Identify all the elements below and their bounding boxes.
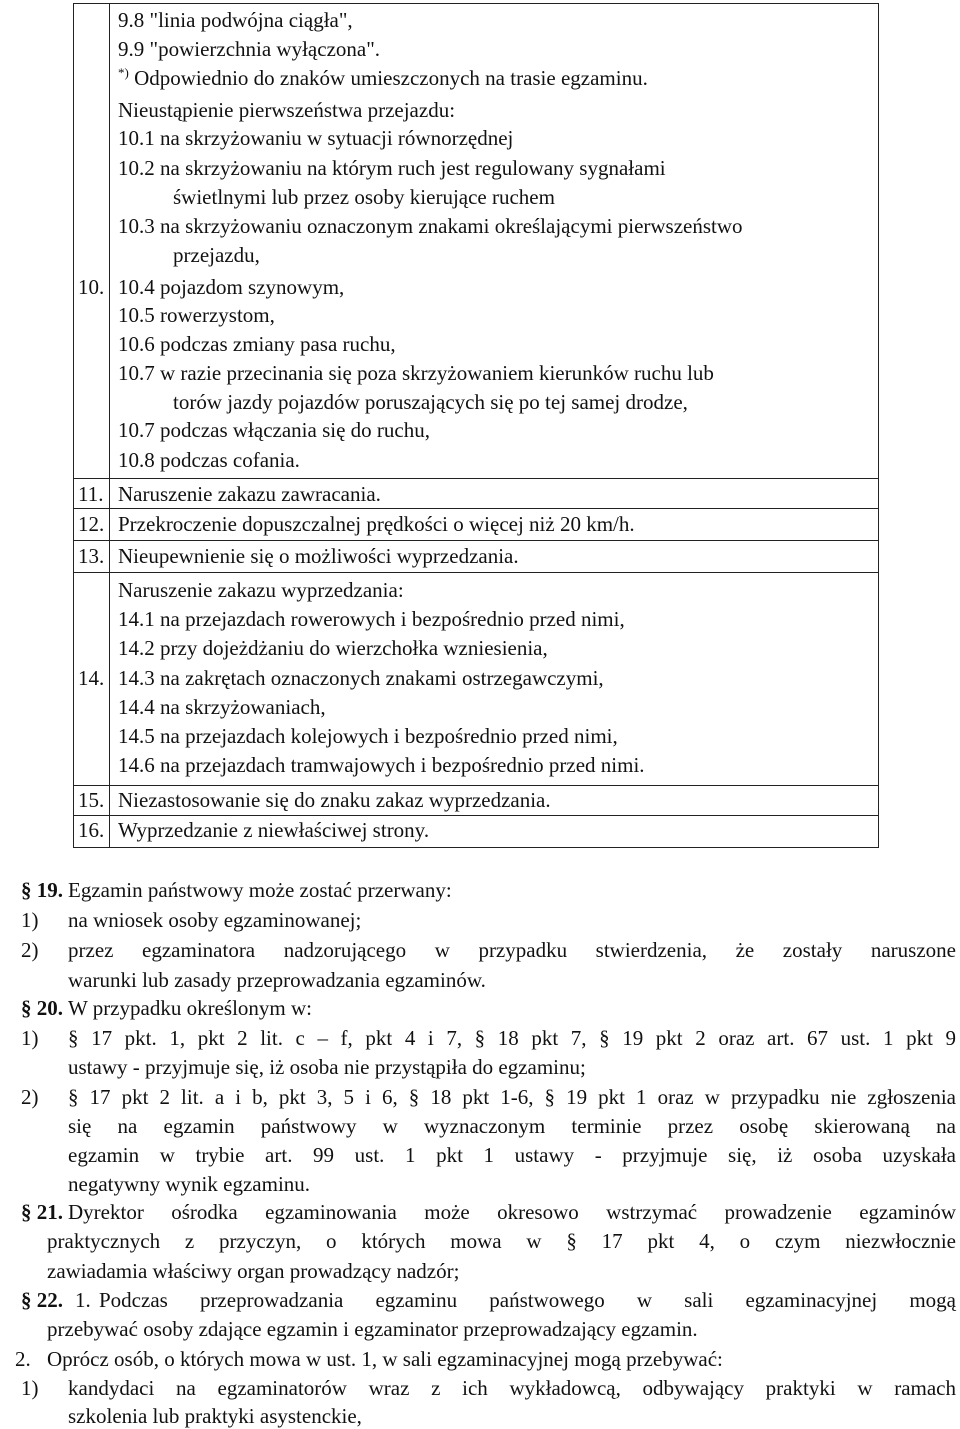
table-row-divider	[73, 572, 879, 573]
item-text-continuation: ustawy - przyjmuje się, iż osoba nie przystąpiła do egzaminu;	[68, 1055, 586, 1079]
item-number: 1)	[21, 908, 39, 932]
list-item: 14.4 na skrzyżowaniach,	[118, 695, 326, 719]
item-text: kandydaci na egzaminatorów wraz z ich wykładowcą, odbywający praktyki w ramach	[68, 1376, 956, 1400]
table-row-divider	[73, 508, 879, 509]
row-number: 14.	[78, 666, 105, 690]
section-mark: § 21.	[21, 1200, 63, 1224]
row-text: Nieupewnienie się o możliwości wyprzedzania.	[118, 544, 519, 568]
section-text-continuation: zawiadamia właściwy organ prowadzący nadzór;	[47, 1259, 460, 1283]
row-number: 13.	[78, 544, 105, 568]
item-text: § 17 pkt 2 lit. a i b, pkt 3, 5 i 6, § 18 pkt 1-6, § 19 pkt 1 oraz w przypadku nie zgłoszenia	[68, 1085, 956, 1109]
row-text: Naruszenie zakazu zawracania.	[118, 482, 381, 506]
row-number: 10.	[78, 275, 105, 299]
item-number: 2)	[21, 1085, 39, 1109]
item-number: 1)	[21, 1026, 39, 1050]
list-item: 10.4 pojazdom szynowym,	[118, 275, 345, 299]
list-item: 10.7 podczas włączania się do ruchu,	[118, 418, 430, 442]
list-item-continuation: przejazdu,	[173, 243, 260, 267]
table-row-divider	[73, 540, 879, 541]
paragraph-text: Oprócz osób, o których mowa w ust. 1, w sali egzaminacyjnej mogą przebywać:	[47, 1347, 723, 1371]
footnote-text: Odpowiednio do znaków umieszczonych na trasie egzaminu.	[128, 66, 648, 90]
table-column-divider	[109, 3, 110, 848]
block-heading: Nieustąpienie pierwszeństwa przejazdu:	[118, 98, 456, 122]
item-text: na wniosek osoby egzaminowanej;	[68, 908, 362, 932]
list-item: 10.2 na skrzyżowaniu na którym ruch jest regulowany sygnałami	[118, 156, 666, 180]
section-intro: W przypadku określonym w:	[68, 996, 312, 1020]
list-item-continuation: torów jazdy pojazdów poruszających się po tej samej drodze,	[173, 390, 688, 414]
item-text-continuation: warunki lub zasady przeprowadzania egzaminów.	[68, 968, 486, 992]
list-item: 9.8 "linia podwójna ciągła",	[118, 8, 353, 32]
row-number: 16.	[78, 818, 105, 842]
row-number: 11.	[78, 482, 104, 506]
item-number: 1)	[21, 1376, 39, 1400]
list-item: 10.3 na skrzyżowaniu oznaczonym znakami określającymi pierwszeństwo	[118, 214, 743, 238]
section-intro: Egzamin państwowy może zostać przerwany:	[68, 878, 452, 902]
list-item: 10.5 rowerzystom,	[118, 303, 275, 327]
item-text-continuation: się na egzamin państwowy w wyznaczonym terminie przez osobę skierowaną na	[68, 1114, 956, 1138]
list-item: 10.6 podczas zmiany pasa ruchu,	[118, 332, 396, 356]
footnote	[118, 65, 648, 90]
item-text-continuation: negatywny wynik egzaminu.	[68, 1172, 311, 1196]
item-text: § 17 pkt. 1, pkt 2 lit. c – f, pkt 4 i 7, § 18 pkt 7, § 19 pkt 2 oraz art. 67 ust. 1 pkt 9	[68, 1026, 956, 1050]
footnote-marker: *)	[118, 65, 129, 80]
paragraph-text-continuation: przebywać osoby zdające egzamin i egzaminator przeprowadzający egzamin.	[47, 1317, 698, 1341]
row-number: 12.	[78, 512, 105, 536]
paragraph-number: 1.	[75, 1288, 91, 1312]
list-item: 14.3 na zakrętach oznaczonych znakami ostrzegawczymi,	[118, 666, 604, 690]
table-row-divider	[73, 815, 879, 816]
item-number: 2)	[21, 938, 39, 962]
list-item: 10.8 podczas cofania.	[118, 448, 300, 472]
block-heading: Naruszenie zakazu wyprzedzania:	[118, 578, 404, 602]
item-text-continuation: egzamin w trybie art. 99 ust. 1 pkt 1 ustawy - przyjmuje się, iż osoba uzyskała	[68, 1143, 956, 1167]
section-text-continuation: praktycznych z przyczyn, o których mowa w § 17 pkt 4, o czym niezwłocznie	[47, 1229, 956, 1253]
list-item: 14.5 na przejazdach kolejowych i bezpośrednio przed nimi,	[118, 724, 618, 748]
list-item: 14.1 na przejazdach rowerowych i bezpośrednio przed nimi,	[118, 607, 625, 631]
row-text: Wyprzedzanie z niewłaściwej strony.	[118, 818, 430, 842]
section-mark: § 22.	[21, 1288, 63, 1312]
paragraph-text: Podczas przeprowadzania egzaminu państwowego w sali egzaminacyjnej mogą	[99, 1288, 956, 1312]
item-text-continuation: szkolenia lub praktyki asystenckie,	[68, 1404, 362, 1428]
table-row-divider	[73, 478, 879, 479]
paragraph-number: 2.	[15, 1347, 31, 1371]
section-mark: § 19.	[21, 878, 63, 902]
row-text: Przekroczenie dopuszczalnej prędkości o więcej niż 20 km/h.	[118, 512, 635, 536]
list-item: 9.9 "powierzchnia wyłączona".	[118, 37, 381, 61]
row-number: 15.	[78, 788, 105, 812]
list-item-continuation: świetlnymi lub przez osoby kierujące ruchem	[173, 185, 555, 209]
list-item: 14.2 przy dojeżdżaniu do wierzchołka wzniesienia,	[118, 636, 548, 660]
list-item: 10.1 na skrzyżowaniu w sytuacji równorzędnej	[118, 126, 514, 150]
item-text: przez egzaminatora nadzorującego w przypadku stwierdzenia, że zostały naruszone	[68, 938, 956, 962]
list-item: 14.6 na przejazdach tramwajowych i bezpośrednio przed nimi.	[118, 753, 645, 777]
table-row-divider	[73, 785, 879, 786]
section-text: Dyrektor ośrodka egzaminowania może okresowo wstrzymać prowadzenie egzaminów	[68, 1200, 956, 1224]
list-item: 10.7 w razie przecinania się poza skrzyżowaniem kierunków ruchu lub	[118, 361, 714, 385]
row-text: Niezastosowanie się do znaku zakaz wyprzedzania.	[118, 788, 551, 812]
section-mark: § 20.	[21, 996, 63, 1020]
